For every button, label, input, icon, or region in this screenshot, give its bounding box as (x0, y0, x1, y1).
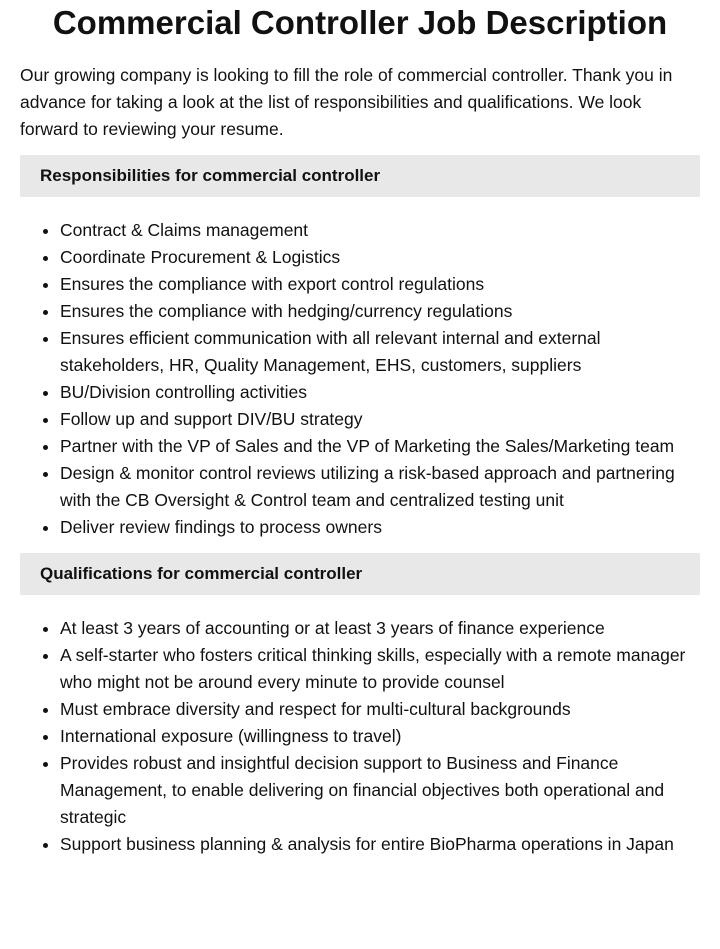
qualifications-list (20, 615, 700, 858)
responsibilities-list (20, 217, 700, 541)
list-item: • Follow up and support DIV/BU strategy (60, 406, 700, 433)
list-item: • At least 3 years of accounting or at least 3 years of finance experience (60, 615, 700, 642)
list-item: • Deliver review findings to process owners (60, 514, 700, 541)
list-item: • Support business planning & analysis for entire BioPharma operations in Japan (60, 831, 700, 858)
intro-paragraph: Our growing company is looking to fill the role of commercial controller. Thank you in advance for taking a look at the list of responsibilities and qualifications. We look forward to reviewing your resume. (20, 65, 673, 139)
list-item: • A self-starter who fosters critical thinking skills, especially with a remote manager who might not be around every minute to provide counsel (60, 642, 700, 696)
list-item: • Ensures efficient communication with all relevant internal and external stakeholders, HR, Quality Management, EHS, customers, suppliers (60, 325, 700, 379)
list-item: • Design & monitor control reviews utilizing a risk-based approach and partnering with the CB Oversight & Control team and centralized testing unit (60, 460, 700, 514)
responsibilities-heading: Responsibilities for commercial controller (20, 155, 700, 197)
qualifications-heading: Qualifications for commercial controller (20, 553, 700, 595)
list-item: • International exposure (willingness to travel) (60, 723, 700, 750)
list-item: • Ensures the compliance with export control regulations (60, 271, 700, 298)
list-item: • Provides robust and insightful decision support to Business and Finance Management, to enable delivering on financial objectives both operational and strategic (60, 750, 700, 831)
list-item: • Partner with the VP of Sales and the VP of Marketing the Sales/Marketing team (60, 433, 700, 460)
list-item: • Must embrace diversity and respect for multi-cultural backgrounds (60, 696, 700, 723)
list-item: • BU/Division controlling activities (60, 379, 700, 406)
page-title: Commercial Controller Job Description (52, 4, 668, 41)
list-item: • Coordinate Procurement & Logistics (60, 244, 700, 271)
list-item: • Ensures the compliance with hedging/currency regulations (60, 298, 700, 325)
list-item: • Contract & Claims management (60, 217, 700, 244)
